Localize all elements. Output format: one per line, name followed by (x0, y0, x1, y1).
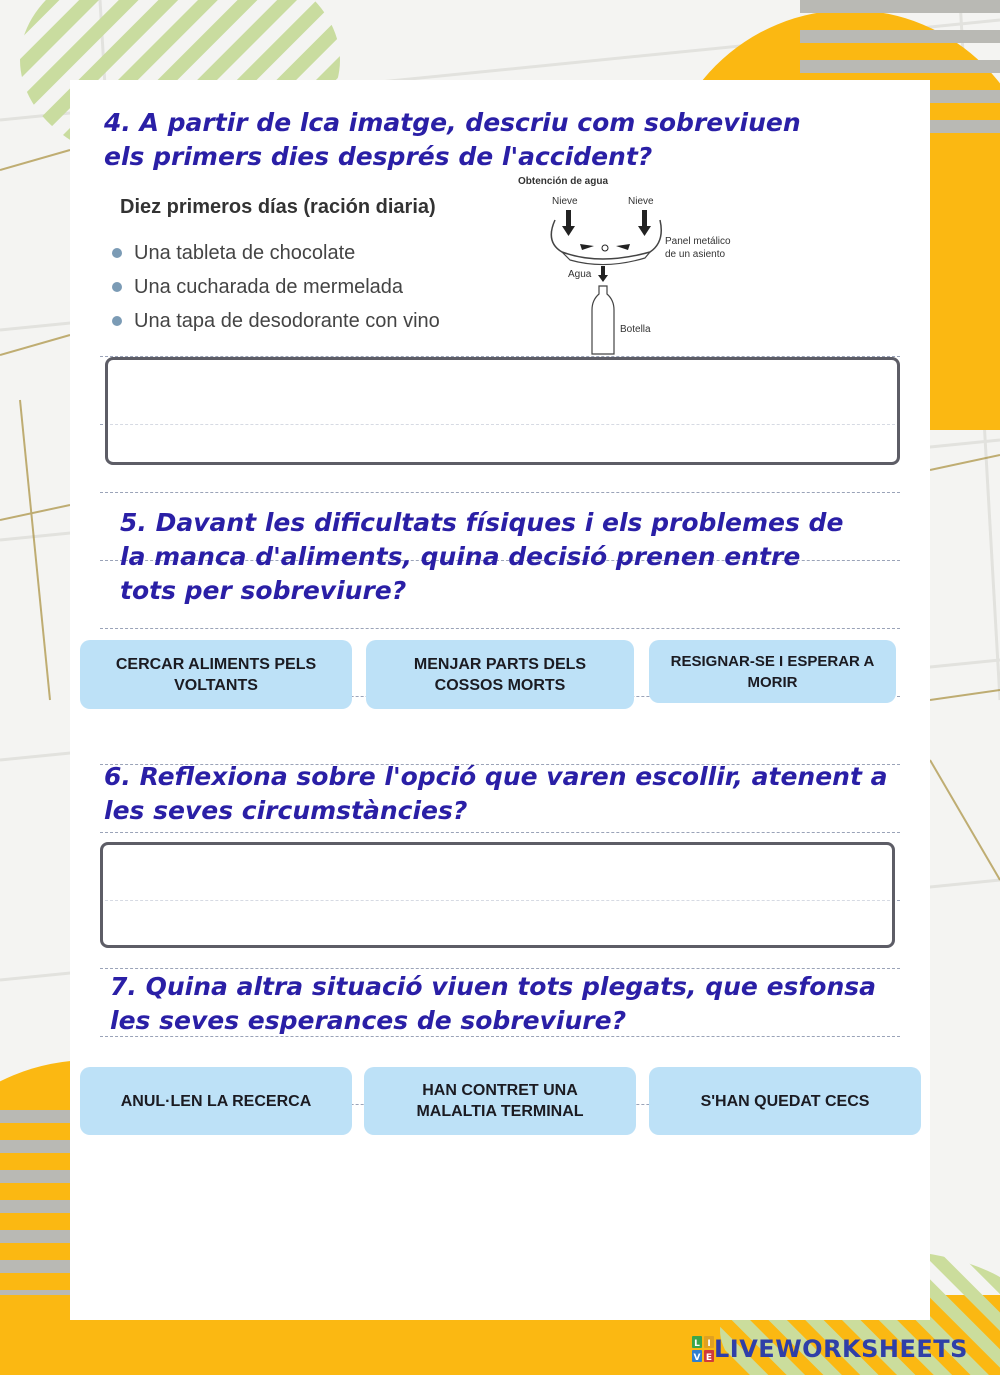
q5-option-search-food[interactable]: CERCAR ALIMENTS PELS VOLTANTS (80, 640, 352, 709)
bottle-icon (592, 286, 614, 354)
question-4-text: 4. A partir de lca imatge, descriu com sobreviuen els primers dies després de l'accident? (104, 108, 801, 171)
water-arrow-icon (598, 266, 608, 282)
svg-text:V: V (693, 1353, 701, 1362)
question-5-text: 5. Davant les dificultats físiques i els problemes de la manca d'aliments, quina decisió prenen entre tots per sobreviure? (120, 508, 844, 605)
liveworksheets-logo-text: LIVEWORKSHEETS (714, 1335, 968, 1363)
ration-title: Diez primeros días (ración diaria) (120, 196, 436, 218)
answer-box-q4[interactable] (105, 357, 900, 465)
question-6-text: 6. Reflexiona sobre l'opció que varen escollir, atenent a les seves circumstàncies? (104, 762, 888, 825)
ration-list (112, 236, 440, 338)
ruled-line (100, 628, 900, 629)
panel-label-line2: de un asiento (665, 249, 726, 260)
bullet-icon (112, 248, 122, 258)
ration-item: Una tableta de chocolate (112, 236, 440, 270)
panel-label-line1: Panel metálico (665, 236, 731, 247)
q7-option-cancel-search[interactable]: ANUL·LEN LA RECERCA (80, 1067, 352, 1135)
diagram-title: Obtención de agua (518, 176, 609, 187)
bullet-icon (112, 282, 122, 292)
question-7-text: 7. Quina altra situació viuen tots plegats, que esfonsa les seves esperances de sobreviure? (110, 972, 877, 1035)
q7-option-terminal-illness[interactable]: HAN CONTRET UNA MALALTIA TERMINAL (364, 1067, 636, 1135)
ruled-line (100, 492, 900, 493)
ruled-line (100, 968, 900, 969)
ration-item: Una tapa de desodorante con vino (112, 304, 440, 338)
snow-label-left: Nieve (552, 196, 578, 207)
liveworksheets-logo (692, 1335, 968, 1363)
answer-box-q6[interactable] (100, 842, 895, 948)
svg-text:E: E (705, 1353, 713, 1362)
q5-option-resign[interactable]: RESIGNAR-SE I ESPERAR A MORIR (649, 640, 896, 703)
q5-option-eat-bodies[interactable]: MENJAR PARTS DELS COSSOS MORTS (366, 640, 634, 709)
flow-arrow-icon (580, 244, 630, 251)
snow-label-right: Nieve (628, 196, 654, 207)
svg-text:L: L (694, 1339, 700, 1349)
q7-option-blind[interactable]: S'HAN QUEDAT CECS (649, 1067, 921, 1135)
svg-text:I: I (707, 1339, 711, 1349)
water-label: Agua (568, 269, 592, 280)
ruled-line (100, 832, 900, 833)
water-collection-diagram (510, 170, 750, 360)
snow-arrow-icon (562, 210, 651, 236)
bottle-label: Botella (620, 324, 651, 335)
liveworksheets-logo-icon (692, 1336, 714, 1362)
bullet-icon (112, 316, 122, 326)
ration-item: Una cucharada de mermelada (112, 270, 440, 304)
